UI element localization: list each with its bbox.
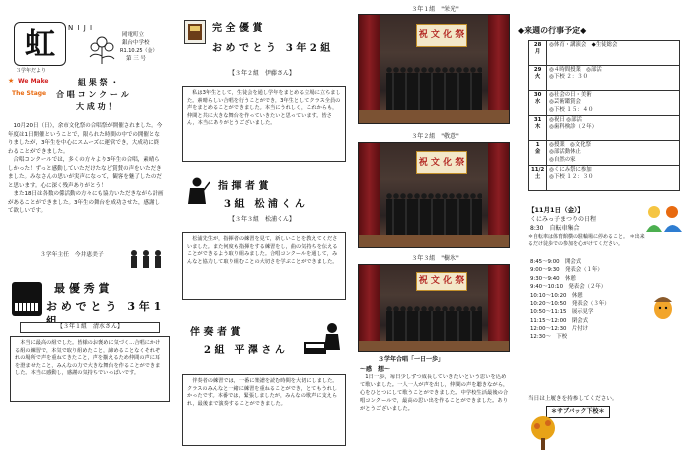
review-section	[360, 356, 510, 454]
diamond-icon: ◆	[518, 26, 525, 35]
timetable-item: 10:20〜10:50 発表会（３年）	[530, 300, 610, 307]
schedule-events	[547, 116, 680, 141]
schedule-day: 1 金	[529, 141, 547, 166]
photo-class1	[358, 14, 510, 124]
headline-main1: 組 果 祭 ・	[78, 78, 119, 87]
award1-text: 本当に最高の組でした。皆様のお褒めに気づく…合唱にかける組の練習で，本気で取り組めたこと，諦めることなくそれぞれの場所で声を重ねてきたこと，声を揃えるため仲間の声に耳を澄ませたこと，みんなの力で大きな舞台を作ることができました。本当に感動し，感謝の気持ちでいっぱいです。	[10, 336, 170, 402]
schedule-event-line: ◎下校 １５：４０	[549, 106, 594, 113]
award2-text: 私は3年生として，生徒会を通し学年をまとめる立場に立ちました。素晴らしい合唱を行うことができ，3年生としてクラス全員の声をまとめることができました。本当にうれしく，これからも，仲間と共に大きな舞台を作っていきたいと思っています。皆さん，本当にありがとうございました。	[182, 86, 346, 162]
schedule-row	[529, 166, 680, 191]
photo1-caption: ３年１組 "栄光"	[411, 6, 459, 13]
award4-text: 伴奏者の練習では，一番に楽譜を読む時間を大切にしました。クラスのみんなと一緒に練習を重ねることができ，とてもうれしかったです。本番では，緊張しましたが，みんなの歌声に支えられ，最後まで演奏することができました。	[182, 374, 346, 446]
event-title: 【11月1日（金）】	[528, 206, 584, 214]
event-sub: くにみっ子まつりの日程	[530, 216, 597, 223]
award4-title2: 2 組 平 澤 さ ん	[204, 345, 285, 356]
schedule-event-line: ◎４時間授業 ◎部活	[549, 67, 602, 73]
timetable-item: 9:40〜10:10 発表会（２年）	[530, 284, 607, 291]
schedule-events	[547, 66, 680, 91]
school-line2: 銀台中学校	[122, 40, 150, 46]
schedule-events	[547, 141, 680, 166]
award1-title2: お め で と う 3 年 1	[46, 300, 162, 313]
schedule-day: 29 火	[529, 66, 547, 91]
award3-name: 【３年３組 松浦くん】	[200, 216, 324, 227]
timetable-item: 8:45〜9:00 開会式	[530, 259, 582, 265]
event-notes: ＊自転車は体育館横の駐輪場に停めること。 ＊出来るだけ徒歩での参加を心がけてください。	[528, 234, 645, 248]
award3-title1: 指 揮 者 賞	[218, 181, 269, 192]
schedule-row	[529, 141, 680, 166]
intro-sign: ３学年主任 今井恵美子	[40, 252, 104, 258]
photo-class2	[358, 142, 510, 248]
award3-text: 松浦先生が，指揮者の練習を見て，新しいことを教えてくださいました。また何度も指揮をする練習をし，曲の気持ちを伝えることができるよう取り組みました。合唱コンクールを通して，みんなと協力して取り組むことの大切さを学ぶことができました。	[182, 232, 346, 300]
award1-name: 【３年１組 清水さん】	[20, 322, 160, 333]
event-section	[526, 202, 684, 452]
pianist-icon	[302, 320, 346, 360]
award2-name: 【３年２組 伊藤さん】	[200, 70, 324, 81]
masthead-romaji: N I J I	[68, 24, 94, 32]
schedule-day: 28 月	[529, 41, 547, 66]
conductor-icon	[184, 176, 210, 206]
photo3-banner: 祝 文 化 祭	[416, 272, 467, 291]
schedule-events	[547, 91, 680, 116]
schedule-event-line: ◎社会の日・美術	[549, 92, 592, 98]
schedule-event-line: ◎歯科検診（２年）	[549, 124, 598, 131]
review-title: ３学年合唱「一日一歩」	[378, 356, 445, 363]
schedule-event-line: ◎くにみ祭に参加	[549, 167, 592, 173]
schedule-event-line: ◎部活動休止	[549, 149, 581, 156]
timetable-item: 12:00〜12:30 片付け	[530, 326, 589, 332]
schedule-event-line: ◎芸術鑑賞会	[549, 99, 581, 106]
award1-area	[10, 280, 170, 320]
timetable-item: 9:00〜9:30 発表会（１年）	[530, 267, 603, 274]
we-make-text: We Make	[18, 78, 49, 85]
star-icon: ★	[8, 77, 15, 85]
masthead	[6, 14, 166, 72]
award4-title1: 伴 奏 者 賞	[190, 327, 241, 338]
schedule-row	[529, 91, 680, 116]
award2-icon	[184, 20, 206, 44]
masthead-title: 虹	[25, 27, 55, 62]
issue-number: 第 三 号	[126, 56, 146, 62]
kids-illustration	[644, 202, 684, 236]
photo2-caption: ３年２組 "敬意"	[411, 133, 459, 140]
schedule-day: 30 水	[529, 91, 547, 116]
headline-main3: 大 成 功 ！	[76, 102, 117, 111]
acorn-illustration	[650, 290, 676, 320]
headline-main2: 合 唱 コ ン ク ー ル	[56, 90, 129, 99]
intro-text: 10月20日（日），余市文化祭の合唱祭が開催されました。今年度は1日開催ということで，限られた時間の中での開催となりましたが，3年生を中心にスムーズに運営でき，大成功に終わることができました。 合唱コンクールでは，多くの方々より3年生の合唱，素晴らしかった！ずっと感動していただけたなど賞賛の声をいただきました。みなさんの思いが実声になって，観客を魅了したのだと思います。心に深く残声ありがとう！ また18日は各数の係活動の方々にも協力いただきながら計画があることができました。3年生の舞台を成功させた，感謝して欲しいです。	[8, 123, 164, 215]
school-line1: 岡電町立	[122, 32, 145, 38]
award2-title2: お め で と う 3 年 2 組	[212, 43, 331, 54]
schedule-row	[529, 66, 680, 91]
schedule-event-line: ◎下校 １２：３０	[549, 174, 594, 181]
photo-class3	[358, 264, 510, 352]
schedule-day: 11/2 土	[529, 166, 547, 191]
schedule-heading	[518, 26, 586, 37]
review-text: 1日一歩，毎日少しずつ成長していきたいという思いを込めて歌いました。一人一人が声を出し，仲間の声を聴きながら，心をひとつにして歌うことができました。中学校生活最後の合唱コンクールで，最高の思い出を作ることができました。ありがとうございました。	[360, 374, 509, 412]
event-time: 8:30 自転車集合	[530, 225, 580, 232]
photo2-banner: 祝 文 化 祭	[416, 151, 467, 174]
tree-illustration	[528, 414, 558, 450]
schedule-table	[528, 40, 680, 191]
event-timetable	[530, 258, 640, 342]
timetable-item: 9:30〜9:40 休憩	[530, 275, 576, 282]
diamond-icon-right: ◆	[580, 26, 587, 35]
schedule-row	[529, 116, 680, 141]
schedule-heading-text: 来週の行事予定	[524, 26, 581, 35]
students-illustration	[126, 248, 166, 272]
flower-logo	[84, 30, 120, 66]
piano-icon	[12, 282, 42, 316]
the-stage-text: The Stage	[12, 90, 47, 97]
schedule-events	[547, 166, 680, 191]
schedule-event-line: ◎授業 ◎文化祭	[549, 142, 591, 148]
event-footer: 当日は上履きを持参してください。	[528, 396, 618, 402]
sub-bag-badge: ＊サブバック下校＊	[546, 406, 610, 418]
photo1-banner: 祝 文 化 祭	[416, 24, 467, 48]
grade-label: ３学年だより	[16, 68, 47, 74]
masthead-title-box	[14, 22, 66, 66]
schedule-events	[547, 41, 680, 66]
photo3-caption: ３年３組 "樹氷"	[411, 255, 459, 262]
award3-title2: 3 組 松 浦 く ん	[224, 199, 305, 210]
review-sub: ～感 想～	[360, 366, 391, 373]
schedule-event-line: ◎下校 ２：３０	[549, 74, 588, 81]
timetable-item: 10:10〜10:20 休憩	[530, 292, 583, 299]
timetable-item: 12:30〜 下校	[530, 334, 568, 341]
timetable-item: 11:15〜12:00 閉会式	[530, 317, 589, 324]
headline-area	[8, 74, 168, 118]
schedule-row	[529, 41, 680, 66]
schedule-event-line: ◎祝日 ◎部活	[549, 117, 582, 123]
schedule-event-line: ◎自然の家	[549, 156, 576, 163]
schedule-event-line: ◎体育・講演会 ◆生徒総会	[549, 42, 618, 48]
timetable-item: 10:50〜11:15 展示見学	[530, 309, 594, 316]
issue-date: R1.10.25（金）	[120, 48, 158, 54]
schedule-day: 31 木	[529, 116, 547, 141]
award1-title1: 最 優 秀 賞	[54, 282, 110, 295]
award2-title1: 完 全 優 賞	[212, 23, 263, 34]
